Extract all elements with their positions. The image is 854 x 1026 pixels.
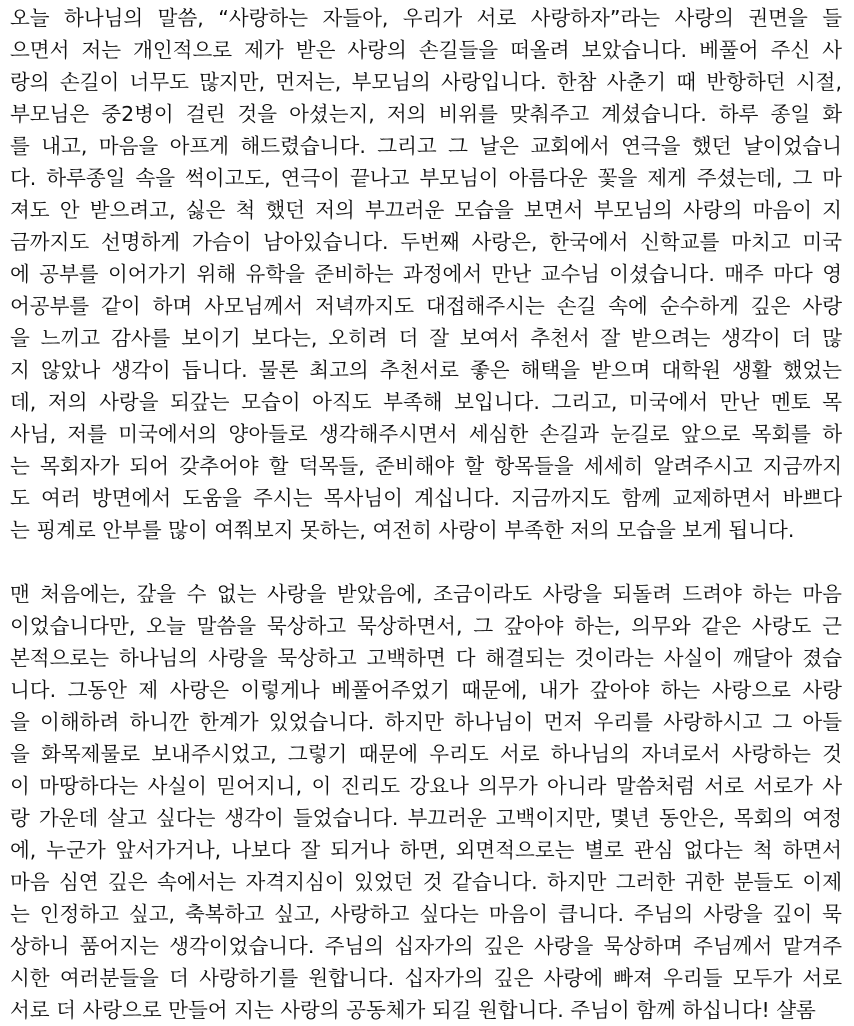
text-line: 서로 더 사랑으로 만들어 지는 사랑의 공동체가 되길 원합니다. 주님이 함께 하십니다! 샬롬 [10, 998, 816, 1022]
text-line: 맨 처음에는, 갚을 수 없는 사랑을 받았음에, 조금이라도 사랑을 되돌려 드려야 하는 마음 [10, 582, 842, 606]
text-line: 을 화목제물로 보내주시었고, 그렇기 때문에 우리도 서로 하나님의 자녀로서 사랑하는 것 [10, 742, 842, 766]
text-line: 이었습니다만, 오늘 말씀을 묵상하고 묵상하면서, 그 갚아야 하는, 의무와 같은 사랑도 근 [10, 614, 842, 638]
text-line: 으면서 저는 개인적으로 제가 받은 사랑의 손길들을 떠올려 보았습니다. 베풀어 주신 사 [10, 38, 842, 62]
text-line: 데, 저의 사랑을 되갚는 모습이 아직도 부족해 보입니다. 그리고, 미국에서 만난 멘토 목 [10, 390, 842, 414]
paragraph-2 [10, 578, 842, 1026]
text-line: 부모님은 중2병이 걸린 것을 아셨는지, 저의 비위를 맞춰주고 계셨습니다. 하루 종일 화 [10, 102, 842, 126]
text-line: 지 않았나 생각이 듭니다. 물론 최고의 추천서로 좋은 해택을 받으며 대학원 생활 했었는 [10, 358, 842, 382]
text-line: 이 마땅하다는 사실이 믿어지니, 이 진리도 강요나 의무가 아니라 말씀처럼 서로 서로가 사 [10, 774, 842, 798]
text-line: 를 내고, 마음을 아프게 해드렸습니다. 그리고 그 날은 교회에서 연극을 했던 날이었습니 [10, 134, 842, 158]
text-line: 어공부를 같이 하며 사모님께서 저녁까지도 대접해주시는 손길 속에 순수하게 깊은 사랑 [10, 294, 842, 318]
text-line: 에, 누군가 앞서가거나, 나보다 잘 되거나 하면, 외면적으로는 별로 관심 없다는 척 하면서 [10, 838, 842, 862]
text-line: 마음 심연 깊은 속에서는 자격지심이 있었던 것 같습니다. 하지만 그러한 귀한 분들도 이제 [10, 870, 842, 894]
paragraph-1 [10, 2, 842, 546]
text-line: 도 여러 방면에서 도움을 주시는 목사님이 계십니다. 지금까지도 함께 교제하면서 바쁘다 [10, 486, 842, 510]
text-line: 본적으로는 하나님의 사랑을 묵상하고 고백하면 다 해결되는 것이라는 사실이 깨달아 졌습 [10, 646, 842, 670]
text-line: 는 핑계로 안부를 많이 여쭤보지 못하는, 여전히 사랑이 부족한 저의 모습을 보게 됩니다. [10, 518, 795, 542]
text-line: 다. 하루종일 속을 썩이고도, 연극이 끝나고 부모님이 아름다운 꽃을 제게 주셨는데, 그 마 [10, 166, 842, 190]
text-line: 을 이해하려 하니깐 한계가 있었습니다. 하지만 하나님이 먼저 우리를 사랑하시고 그 아들 [10, 710, 842, 734]
text-line: 는 인정하고 싶고, 축복하고 싶고, 사랑하고 싶다는 마음이 큽니다. 주님의 사랑을 깊이 묵 [10, 902, 842, 926]
text-line: 랑의 손길이 너무도 많지만, 먼저는, 부모님의 사랑입니다. 한참 사춘기 때 반항하던 시절, [10, 70, 842, 94]
text-line: 을 느끼고 감사를 보이기 보다는, 오히려 더 잘 보여서 추천서 잘 받으려는 생각이 더 많 [10, 326, 842, 350]
text-line: 랑 가운데 살고 싶다는 생각이 들었습니다. 부끄러운 고백이지만, 몇년 동안은, 목회의 여정 [10, 806, 842, 830]
text-line: 니다. 그동안 제 사랑은 이렇게나 베풀어주었기 때문에, 내가 갚아야 하는 사랑으로 사랑 [10, 678, 842, 702]
text-line: 시한 여러분들을 더 사랑하기를 원합니다. 십자가의 깊은 사랑에 빠져 우리들 모두가 서로 [10, 966, 842, 990]
text-line: 상하니 품어지는 생각이었습니다. 주님의 십자가의 깊은 사랑을 묵상하며 주님께서 맡겨주 [10, 934, 842, 958]
text-line: 금까지도 선명하게 가슴이 남아있습니다. 두번째 사랑은, 한국에서 신학교를 마치고 미국 [10, 230, 842, 254]
text-line: 져도 안 받으려고, 싫은 척 했던 저의 부끄러운 모습을 보면서 부모님의 사랑의 마음이 지 [10, 198, 842, 222]
paragraph-gap [10, 546, 842, 578]
text-line: 는 목회자가 되어 갖추어야 할 덕목들, 준비해야 할 항목들을 세세히 알려주시고 지금까지 [10, 454, 842, 478]
text-line: 에 공부를 이어가기 위해 유학을 준비하는 과정에서 만난 교수님 이셨습니다. 매주 마다 영 [10, 262, 842, 286]
text-line: 사님, 저를 미국에서의 양아들로 생각해주시면서 세심한 손길과 눈길로 앞으로 목회를 하 [10, 422, 842, 446]
text-line: 오늘 하나님의 말씀, “사랑하는 자들아, 우리가 서로 사랑하자”라는 사랑의 권면을 들 [10, 6, 842, 30]
